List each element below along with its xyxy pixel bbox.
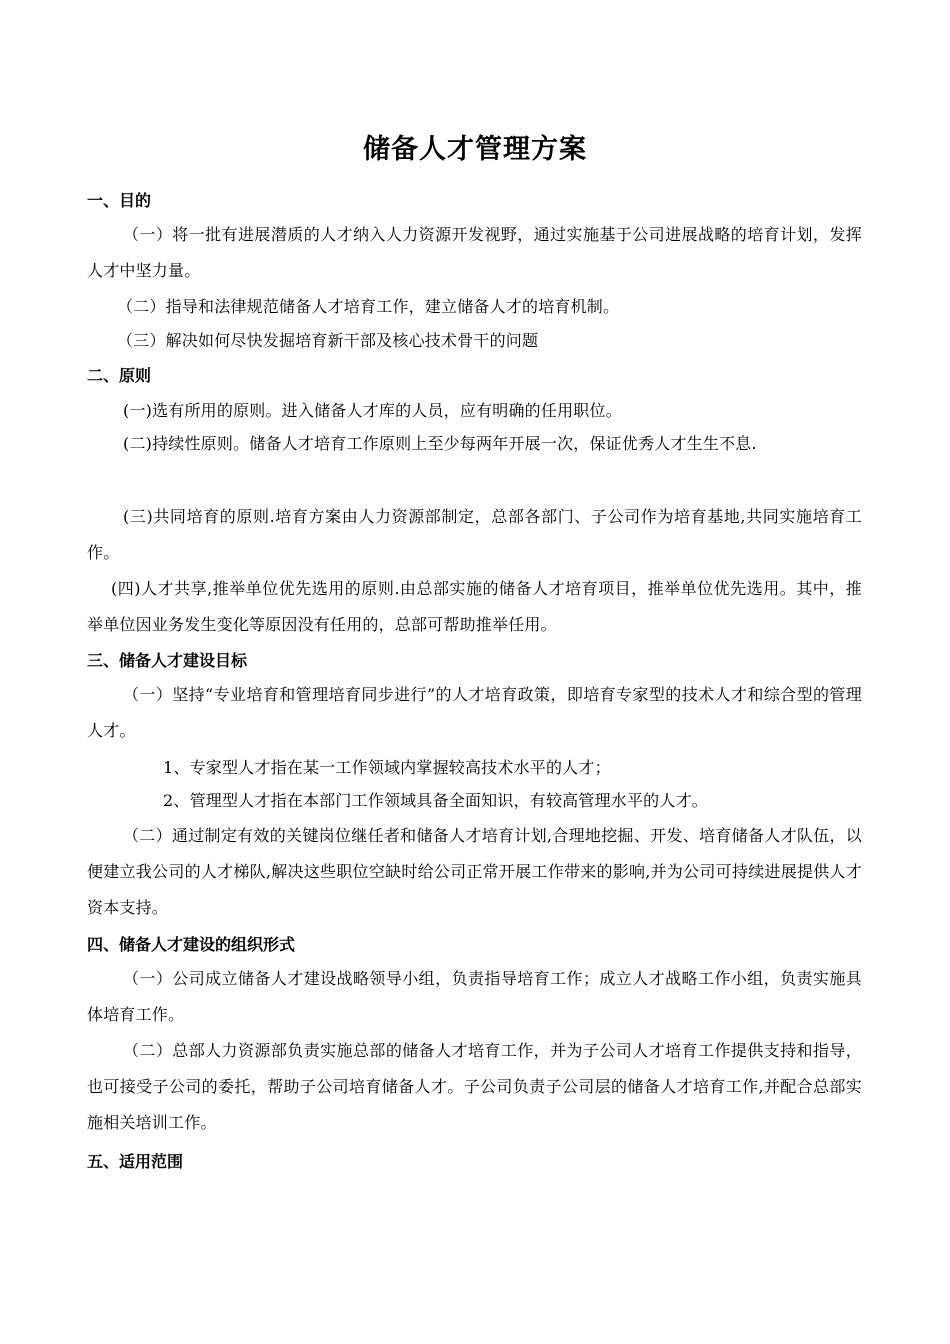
paragraph: （一）将一批有进展潜质的人才纳入人力资源开发视野，通过实施基于公司进展战略的培育计划，发挥人才中坚力量。 <box>87 225 862 280</box>
paragraph: (四)人才共享,推举单位优先选用的原则.由总部实施的储备人才培育项目，推举单位优先选用。其中，推举单位因业务发生变化等原因没有任用的，总部可帮助推举任用。 <box>87 579 862 634</box>
document-title: 储备人才管理方案 <box>363 134 587 165</box>
paragraph: (一)选有所用的原则。进入储备人才库的人员，应有明确的任用职位。 <box>123 401 622 420</box>
paragraph: （二）通过制定有效的关键岗位继任者和储备人才培育计划,合理地挖掘、开发、培育储备人才队伍，以便建立我公司的人才梯队,解决这些职位空缺时给公司正常开展工作带来的影响,并为公司可持续进展提供人才资本支持。 <box>87 826 862 917</box>
paragraph: （二）指导和法律规范储备人才培育工作，建立储备人才的培育机制。 <box>117 297 620 316</box>
list-item: 2、管理型人才指在本部门工作领域具备全面知识，有较高管理水平的人才。 <box>163 791 708 810</box>
paragraph: （一）公司成立储备人才建设战略领导小组，负责指导培育工作；成立人才战略工作小组，负责实施具体培育工作。 <box>87 969 862 1024</box>
section-heading-organization: 四、储备人才建设的组织形式 <box>87 935 296 954</box>
list-item: 1、专家型人才指在某一工作领域内掌握较高技术水平的人才； <box>163 758 611 777</box>
section-heading-purpose: 一、目的 <box>87 191 152 210</box>
paragraph: （二）总部人力资源部负责实施总部的储备人才培育工作，并为子公司人才培育工作提供支持和指导，也可接受子公司的委托，帮助子公司培育储备人才。子公司负责子公司层的储备人才培育工作,并配合总部实施相关培训工作。 <box>87 1041 862 1132</box>
section-heading-goals: 三、储备人才建设目标 <box>87 651 248 670</box>
section-heading-scope: 五、适用范围 <box>87 1152 184 1171</box>
paragraph: （一）坚持“专业培育和管理培育同步进行”的人才培育政策，即培育专家型的技术人才和综合型的管理人才。 <box>87 685 862 740</box>
paragraph: （三）解决如何尽快发掘培育新干部及核心技术骨干的问题 <box>117 331 539 350</box>
paragraph: (三)共同培育的原则.培育方案由人力资源部制定，总部各部门、子公司作为培育基地,共同实施培育工作。 <box>87 507 862 562</box>
section-heading-principles: 二、原则 <box>87 366 152 385</box>
paragraph: (二)持续性原则。储备人才培育工作原则上至少每两年开展一次，保证优秀人才生生不息. <box>123 434 757 453</box>
